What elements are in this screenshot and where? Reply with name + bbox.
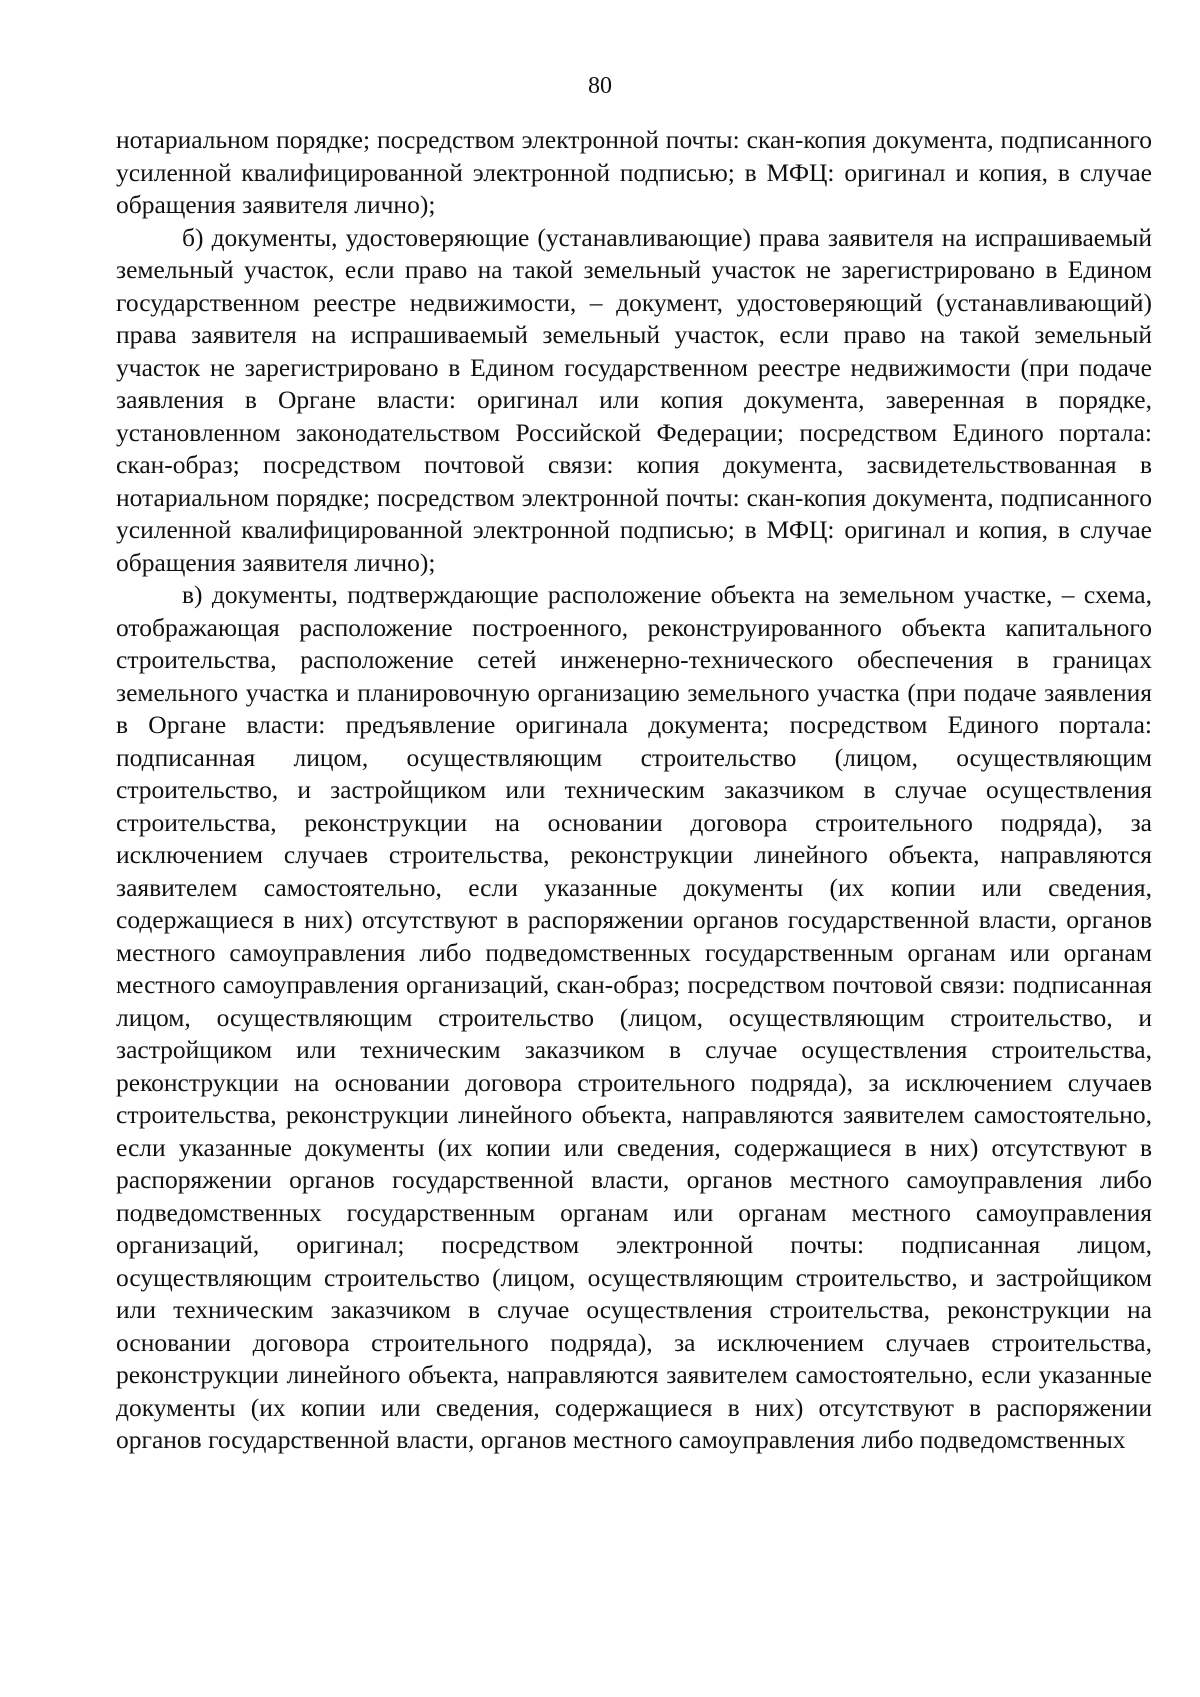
document-body bbox=[116, 124, 1152, 1457]
paragraph-continuation: нотариальном порядке; посредством электронной почты: скан-копия документа, подписанного усиленной квалифицированной электронной подписью; в МФЦ: оригинал и копия, в случае обращения заявителя лично); bbox=[116, 125, 1152, 219]
paragraph-item-v: в) документы, подтверждающие расположение объекта на земельном участке, – схема, отображающая расположение построенного, реконструированного объекта капитального строительства, расположение сетей инженерно-технического обеспечения в границах земельного участка и планировочную организацию земельного участка (при подаче заявления в Органе власти: предъявление оригинала документа; посредством Единого портала: подписанная лицом, осуществляющим строительство (лицом, осуществляющим строительство, и застройщиком или техническим заказчиком в случае осуществления строительства, реконструкции на основании договора строительного подряда), за исключением случаев строительства, реконструкции линейного объекта, направляются заявителем самостоятельно, если указанные документы (их копии или сведения, содержащиеся в них) отсутствуют в распоряжении органов государственной власти, органов местного самоуправления либо подведомственных государственным органам или органам местного самоуправления организаций, скан-образ; посредством почтовой связи: подписанная лицом, осуществляющим строительство (лицом, осуществляющим строительство, и застройщиком или техническим заказчиком в случае осуществления строительства, реконструкции на основании договора строительного подряда), за исключением случаев строительства, реконструкции линейного объекта, направляются заявителем самостоятельно, если указанные документы (их копии или сведения, содержащиеся в них) отсутствуют в распоряжении органов государственной власти, органов местного самоуправления либо подведомственных государственным органам или органам местного самоуправления организаций, оригинал; посредством электронной почты: подписанная лицом, осуществляющим строительство (лицом, осуществляющим строительство, и застройщиком или техническим заказчиком в случае осуществления строительства, реконструкции на основании договора строительного подряда), за исключением случаев строительства, реконструкции линейного объекта, направляются заявителем самостоятельно, если указанные документы (их копии или сведения, содержащиеся в них) отсутствуют в распоряжении органов государственной власти, органов местного самоуправления либо подведомственных bbox=[116, 580, 1152, 1454]
page-number: 80 bbox=[588, 73, 612, 99]
paragraph-item-b: б) документы, удостоверяющие (устанавливающие) права заявителя на испрашиваемый земельный участок, если право на такой земельный участок не зарегистрировано в Едином государственном реестре недвижимости, – документ, удостоверяющий (устанавливающий) права заявителя на испрашиваемый земельный участок, если право на такой земельный участок не зарегистрировано в Едином государственном реестре недвижимости (при подаче заявления в Органе власти: оригинал или копия документа, заверенная в порядке, установленном законодательством Российской Федерации; посредством Единого портала: скан-образ; посредством почтовой связи: копия документа, засвидетельствованная в нотариальном порядке; посредством электронной почты: скан-копия документа, подписанного усиленной квалифицированной электронной подписью; в МФЦ: оригинал и копия, в случае обращения заявителя лично); bbox=[116, 222, 1152, 577]
